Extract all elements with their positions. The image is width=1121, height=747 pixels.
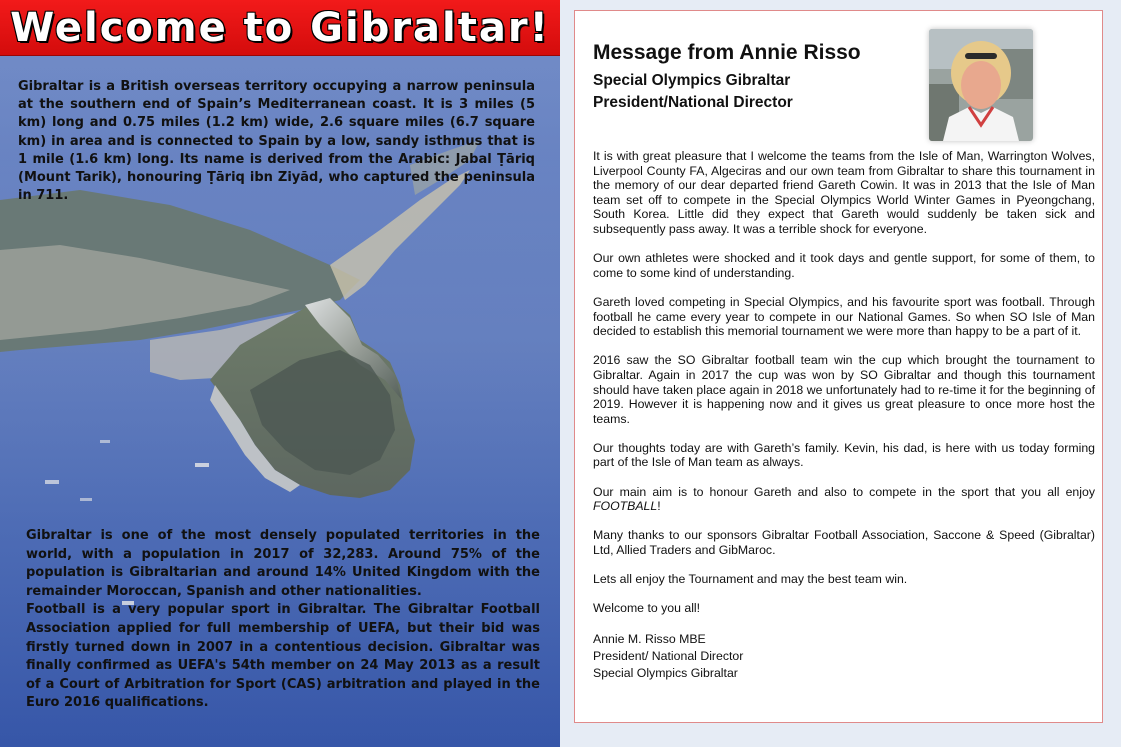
signature-block xyxy=(593,631,1095,683)
letter-paragraph: 2016 saw the SO Gibraltar football team win the cup which brought the tournament to Gibraltar. Again in 2017 the cup was won by SO Gibraltar and though this tournament should have taken place again in 2018 we unfortunately had to re-time it for the beginning of 2019. However it is happening now and it gives us great pleasure to once more host the teams. xyxy=(593,353,1095,426)
page-title: Welcome to Gibraltar! xyxy=(10,4,550,51)
football-paragraph: Football is a very popular sport in Gibraltar. The Gibraltar Football Association applied for full membership of UEFA, but their bid was firstly turned down in 2007 in a contentious decision. Gibraltar was finally confirmed as UEFA's 54th member on 24 May 2013 as a result of a Court of Arbitration for Sport (CAS) arbitration and played in the Euro 2016 qualifications. xyxy=(26,602,540,711)
letter-paragraph: Our own athletes were shocked and it took days and gentle support, for some of them, to come to some kind of understanding. xyxy=(593,251,1095,280)
title-banner xyxy=(0,0,560,56)
message-letter xyxy=(574,10,1103,723)
facts-section xyxy=(26,527,540,713)
right-panel xyxy=(560,0,1121,747)
letter-paragraph: Gareth loved competing in Special Olympics, and his favourite sport was football. Through football he came every year to compete in our National Games. So when SO Isle of Man decided to establish this memorial tournament we were more than happy to be a part of it. xyxy=(593,294,1095,339)
letter-paragraph: It is with great pleasure that I welcome the teams from the Isle of Man, Warrington Wolves, Liverpool County FA, Algeciras and our own team from Gibraltar to share this tournament in the memory of our dear departed friend Gareth Cowin. It was in 2013 that the Isle of Man team set off to compete in the Special Olympics World Winter Games in Pyeongchang, South Korea. Little did they expect that Gareth would suddenly be taken sick and subsequently pass away. It was a terrible shock for everyone. xyxy=(593,149,1095,236)
letter-body xyxy=(593,149,1095,683)
message-subtitle xyxy=(593,70,793,114)
letter-paragraph: Our thoughts today are with Gareth’s family. Kevin, his dad, is here with us today forming part of the Isle of Man team as always. xyxy=(593,440,1095,470)
subtitle-role: President/National Director xyxy=(593,94,793,111)
population-paragraph: Gibraltar is one of the most densely populated territories in the world, with a population in 2017 of 32,283. Around 75% of the population is Gibraltarian and around 14% United Kingdom with the remainder Moroccan, Spanish and other nationalities. xyxy=(26,528,540,599)
signature-role: President/ National Director xyxy=(593,649,744,663)
aim-text: Our main aim is to honour Gareth and also to compete in the sport that you all enjoy xyxy=(593,484,1095,499)
intro-paragraph: Gibraltar is a British overseas territory occupying a narrow peninsula at the southern end of Spain’s Mediterranean coast. It is 3 miles (5 km) long and 0.75 miles (1.2 km) wide, 2.6 square miles (6.7 square km) in area and is connected to Spain by a low, sandy isthmus that is 1 mile (1.6 km) long. Its name is derived from the Arabic: Jabal Ṭāriq (Mount Tarik), honouring Ṭāriq ibn Ziyād, who captured the peninsula in 711. xyxy=(18,79,535,204)
signature-name: Annie M. Risso MBE xyxy=(593,631,706,646)
message-title: Message from Annie Risso xyxy=(593,41,861,64)
aim-end: ! xyxy=(657,499,661,514)
subtitle-organisation: Special Olympics Gibraltar xyxy=(593,72,791,89)
aim-paragraph xyxy=(593,485,1095,514)
enjoy-paragraph: Lets all enjoy the Tournament and may the best team win. xyxy=(593,572,908,587)
left-panel xyxy=(0,0,560,747)
thanks-paragraph: Many thanks to our sponsors Gibraltar Football Association, Saccone & Speed (Gibraltar) Ltd, Allied Traders and GibMaroc. xyxy=(593,528,1095,558)
portrait-photo xyxy=(929,29,1033,141)
aim-emphasis: FOOTBALL xyxy=(593,499,658,514)
signature-org: Special Olympics Gibraltar xyxy=(593,666,738,681)
welcome-paragraph: Welcome to you all! xyxy=(593,601,701,616)
